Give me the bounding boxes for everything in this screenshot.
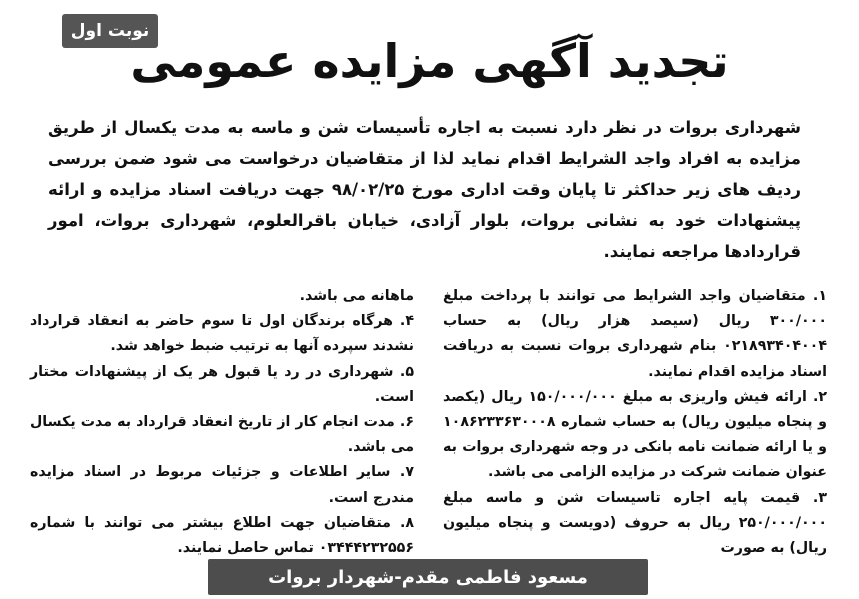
conditions-left-column <box>30 284 414 561</box>
condition-item: ۴. هرگاه برندگان اول تا سوم حاضر به انعقاد قرارداد نشدند سپرده آنها به ترتیب ضبط خواهد شد. <box>30 313 414 355</box>
publication-round-badge: نوبت اول <box>62 14 158 48</box>
condition-item: ۱. متقاضیان واجد الشرایط می توانند با پرداخت مبلغ ۳۰۰/۰۰۰ ریال (سیصد هزار ریال) به حساب ۰۲۱۸۹۳۴۰۴۰۰۴ بنام شهرداری بروات نسبت به دریافت اسناد مزایده اقدام نمایند. <box>443 288 827 380</box>
condition-item: ماهانه می باشد. <box>299 288 414 304</box>
condition-item: ۳. قیمت پایه اجاره تاسیسات شن و ماسه مبلغ ۲۵۰/۰۰۰/۰۰۰ ریال به حروف (دویست و پنجاه میلیون ریال) به صورت <box>443 489 827 557</box>
condition-item: ۵. شهرداری در رد یا قبول هر یک از پیشنهادات مختار است. <box>30 363 414 405</box>
intro-paragraph: شهرداری بروات در نظر دارد نسبت به اجاره تأسیسات شن و ماسه به مدت یکسال از طریق مزایده به افراد واجد الشرایط اقدام نماید لذا از متقاضیان درخواست می شود ضمن بررسی ردیف های زیر حداکثر تا پایان وقت اداری مورخ ۹۸/۰۲/۲۵ جهت دریافت اسناد مزایده و ارائه پیشنهادات خود به نشانی بروات، بلوار آزادی، خیابان باقرالعلوم، شهرداری بروات، امور قراردادها مراجعه نمایند. <box>48 118 801 261</box>
condition-item: ۷. سایر اطلاعات و جزئیات مربوط در اسناد مزایده مندرج است. <box>30 464 414 506</box>
conditions-columns <box>30 284 827 561</box>
conditions-right-column <box>443 284 827 561</box>
signature-footer: مسعود فاطمی مقدم-شهردار بروات <box>208 559 648 595</box>
condition-item: ۶. مدت انجام کار از تاریخ انعقاد قرارداد به مدت یکسال می باشد. <box>30 414 414 456</box>
notice-title: تجدید آگهی مزایده عمومی <box>130 34 729 88</box>
condition-item: ۸. متقاضیان جهت اطلاع بیشتر می توانند با شماره ۰۳۴۴۴۲۳۲۵۵۶ تماس حاصل نمایند. <box>30 514 414 557</box>
condition-item: ۲. ارائه فیش واریزی به مبلغ ۱۵۰/۰۰۰/۰۰۰ ریال (یکصد و پنجاه میلیون ریال) به حساب شماره ۱۰۸۶۲۳۳۶۳۰۰۰۸ و یا ارائه ضمانت نامه بانکی در وجه شهرداری بروات به عنوان ضمانت شرکت در مزایده الزامی می باشد. <box>443 388 828 481</box>
